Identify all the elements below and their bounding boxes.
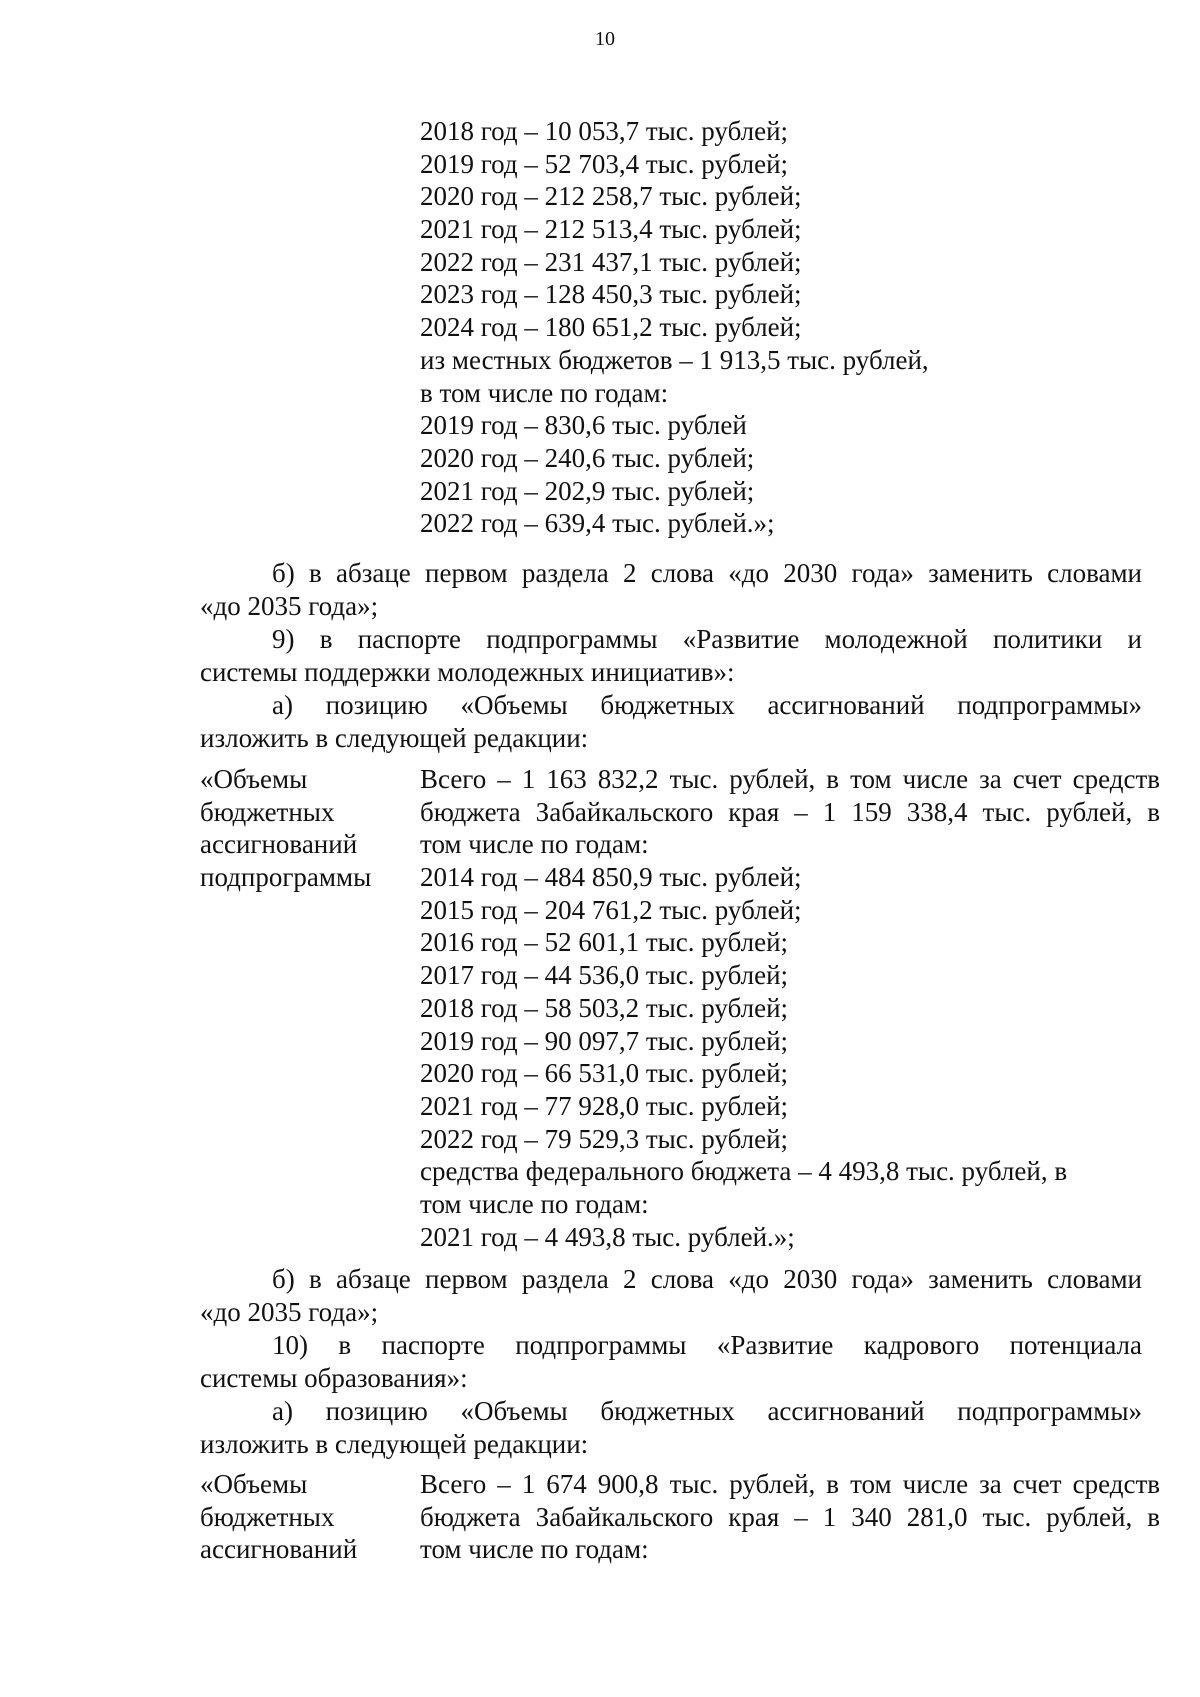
- paragraph-line: системы образования»:: [200, 1362, 468, 1393]
- paragraph-line: 10) в паспорте подпрограммы «Развитие кадрового потенциала: [272, 1330, 1142, 1360]
- amendment-paragraph-10: [200, 1329, 1142, 1394]
- paragraph-line: изложить в следующей редакции:: [200, 1428, 589, 1459]
- paragraph-line: а) позицию «Объемы бюджетных ассигнований подпрограммы»: [272, 1396, 1142, 1426]
- list-item: 2022 год – 639,4 тыс. рублей.»;: [420, 508, 775, 539]
- list-item: 2021 год – 212 513,4 тыс. рублей;: [420, 214, 802, 245]
- amendment-paragraph-b-1: [200, 557, 1142, 622]
- amendment-paragraph-a-2: [200, 1395, 1142, 1460]
- table-value-cell: Всего – 1 163 832,2 тыс. рублей, в том числе за счет средств бюджета Забайкальского края – 1 159 338,4 тыс. рублей, в том числе по годам: 2014 год – 484 850,9 тыс. рублей; 2015 год – 204 761,2 тыс. рублей; 2016 год – 52 601,1 тыс. рублей; 2017 год – 44 536,0 тыс. рублей; 2018 год – 58 503,2 тыс. рублей; 2019 год – 90 097,7 тыс. рублей; 2020 год – 66 531,0 тыс. рублей; 2021 год – 77 928,0 тыс. рублей; 2022 год – 79 529,3 тыс. рублей; средства федерального бюджета – 4 493,8 тыс. рублей, в том числе по годам: 2021 год – 4 493,8 тыс. рублей.»;: [420, 764, 1160, 1252]
- paragraph-line: системы поддержки молодежных инициатив»:: [200, 656, 735, 687]
- paragraph-line: б) в абзаце первом раздела 2 слова «до 2030 года» заменить словами: [272, 558, 1142, 588]
- list-item: 2023 год – 128 450,3 тыс. рублей;: [420, 279, 802, 310]
- list-item: 2021 год – 202,9 тыс. рублей;: [420, 475, 755, 506]
- paragraph-line: изложить в следующей редакции:: [200, 722, 589, 753]
- paragraph-line: «до 2035 года»;: [200, 590, 379, 621]
- list-item: 2019 год – 830,6 тыс. рублей: [420, 410, 747, 441]
- list-item: 2019 год – 52 703,4 тыс. рублей;: [420, 148, 789, 179]
- list-item: 2020 год – 240,6 тыс. рублей;: [420, 442, 755, 473]
- paragraph-line: б) в абзаце первом раздела 2 слова «до 2030 года» заменить словами: [272, 1264, 1142, 1294]
- list-item: 2022 год – 231 437,1 тыс. рублей;: [420, 246, 802, 277]
- list-item: 2020 год – 212 258,7 тыс. рублей;: [420, 181, 802, 212]
- table-label-cell: «Объемы бюджетных ассигнований подпрограммы: [200, 764, 372, 893]
- table-value-cell: Всего – 1 674 900,8 тыс. рублей, в том числе за счет средств бюджета Забайкальского края – 1 340 281,0 тыс. рублей, в том числе по годам:: [420, 1469, 1160, 1565]
- list-item: из местных бюджетов – 1 913,5 тыс. рублей,: [420, 344, 929, 375]
- page-number: 10: [595, 28, 615, 50]
- amendment-paragraph-b-2: [200, 1263, 1142, 1328]
- paragraph-line: 9) в паспорте подпрограммы «Развитие молодежной политики и: [272, 624, 1142, 654]
- table-label-cell: «Объемы бюджетных ассигнований: [200, 1469, 358, 1565]
- list-item: в том числе по годам:: [420, 377, 669, 408]
- amendment-paragraph-a-1: [200, 689, 1142, 754]
- paragraph-line: а) позицию «Объемы бюджетных ассигнований подпрограммы»: [272, 690, 1142, 720]
- paragraph-line: «до 2035 года»;: [200, 1296, 379, 1327]
- list-item: 2024 год – 180 651,2 тыс. рублей;: [420, 312, 802, 343]
- amendment-paragraph-9: [200, 623, 1142, 688]
- funding-by-year-list: [420, 115, 929, 540]
- list-item: 2018 год – 10 053,7 тыс. рублей;: [420, 116, 789, 146]
